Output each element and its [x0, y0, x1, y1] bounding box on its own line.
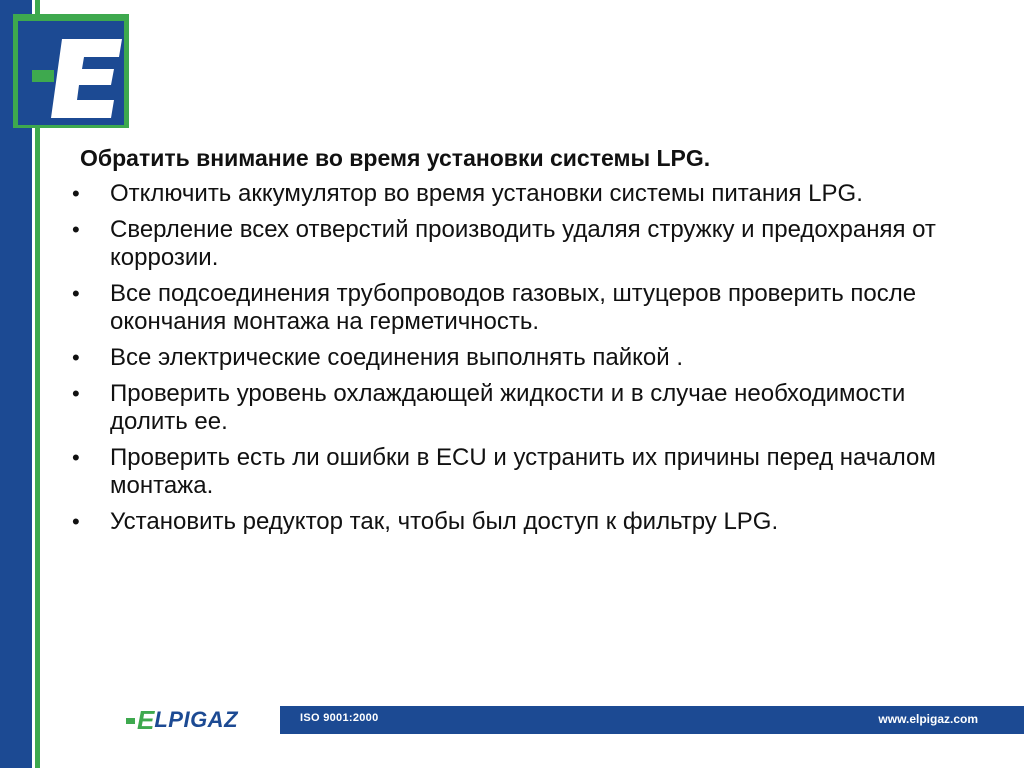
- footer-brand-e: E: [137, 705, 155, 735]
- footer-website-link[interactable]: www.elpigaz.com: [878, 712, 978, 726]
- bullet-dot: •: [72, 281, 80, 306]
- bullet-dot: •: [72, 217, 80, 242]
- bullet-dot: •: [72, 345, 80, 370]
- bullet-dot: •: [72, 509, 80, 534]
- slide-content: [70, 142, 970, 544]
- bullet-item: [70, 444, 970, 500]
- bullet-item: [70, 180, 970, 208]
- bullet-list: [70, 180, 970, 536]
- bullet-text: Установить редуктор так, чтобы был доступ к фильтру LPG.: [110, 508, 779, 535]
- bullet-text: Проверить есть ли ошибки в ECU и устранить их причины перед началом монтажа.: [110, 444, 936, 499]
- elpigaz-e-logo-icon: [18, 21, 124, 125]
- bullet-item: [70, 344, 970, 372]
- logo-dash-icon: [126, 718, 135, 724]
- bullet-dot: •: [72, 445, 80, 470]
- footer-brand-name: LPIGAZ: [154, 707, 239, 732]
- bullet-text: Отключить аккумулятор во время установки системы питания LPG.: [110, 180, 863, 207]
- bullet-text: Все подсоединения трубопроводов газовых, штуцеров проверить после окончания монтажа на герметичность.: [110, 280, 917, 335]
- bullet-item: [70, 216, 970, 272]
- bullet-text: Все электрические соединения выполнять пайкой .: [110, 344, 683, 371]
- slide-heading: Обратить внимание во время установки системы LPG.: [80, 145, 711, 171]
- bullet-text: Проверить уровень охлаждающей жидкости и в случае необходимости долить ее.: [110, 380, 906, 435]
- bullet-item: [70, 380, 970, 436]
- bullet-dot: •: [72, 381, 80, 406]
- footer-brand-logo: [126, 706, 238, 734]
- bullet-text: Сверление всех отверстий производить удаляя стружку и предохраняя от коррозии.: [110, 216, 936, 271]
- bullet-item: [70, 280, 970, 336]
- bullet-item: [70, 508, 970, 536]
- bullet-dot: •: [72, 181, 80, 206]
- footer-iso-label: ISO 9001:2000: [300, 712, 379, 724]
